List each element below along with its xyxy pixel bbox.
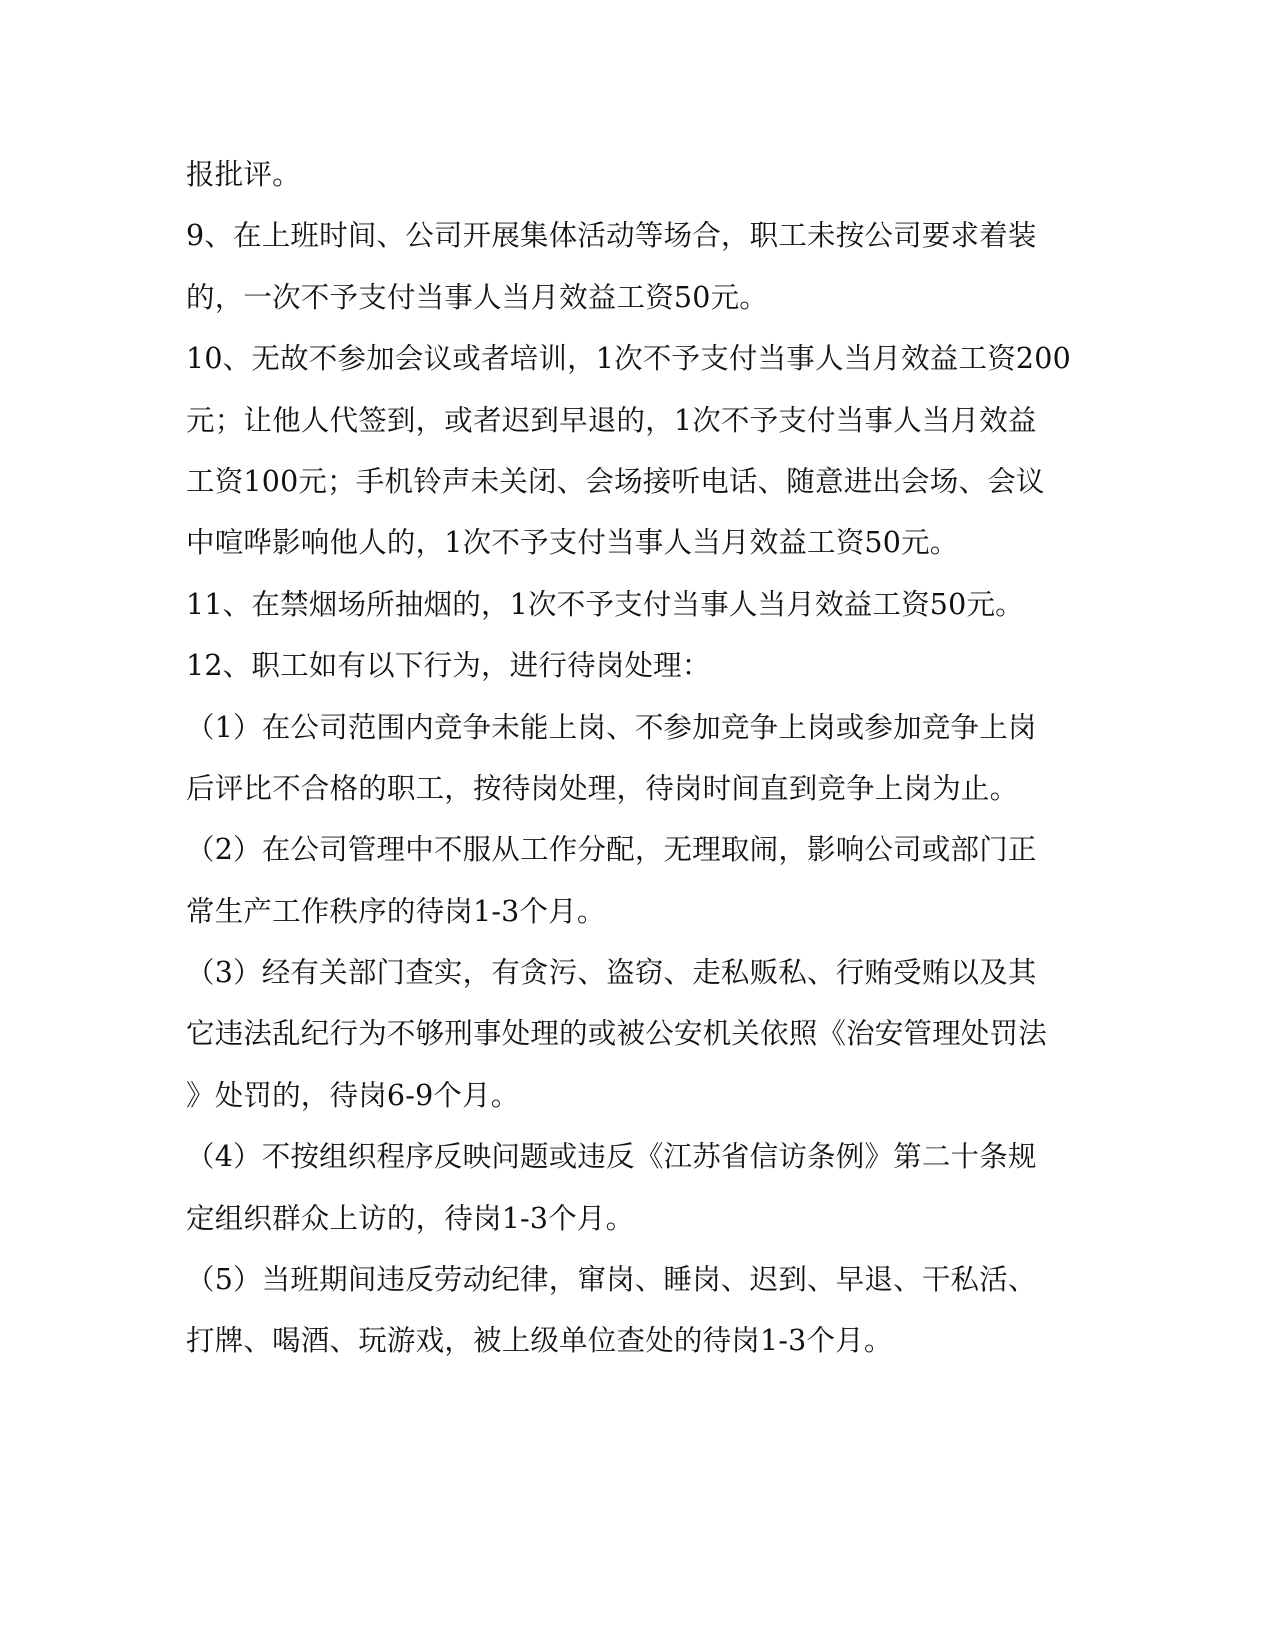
text-line: （4）不按组织程序反映问题或违反《江苏省信访条例》第二十条规 [186,1140,1037,1174]
text-line: 》处罚的，待岗6-9个月。 [186,1078,520,1112]
text-line: 报批评。 [186,158,301,191]
text-line: 12、职工如有以下行为，进行待岗处理： [186,649,711,683]
text-line: 元；让他人代签到，或者迟到早退的，1次不予支付当事人当月效益 [186,403,1037,437]
text-line: 打牌、喝酒、玩游戏，被上级单位查处的待岗1-3个月。 [186,1324,893,1358]
text-line: 工资100元；手机铃声未关闭、会场接听电话、随意进出会场、会议 [186,464,1045,498]
text-line: （2）在公司管理中不服从工作分配，无理取闹，影响公司或部门正 [186,833,1037,867]
text-line: 的，一次不予支付当事人当月效益工资50元。 [186,280,768,314]
text-line: 常生产工作秩序的待岗1-3个月。 [186,894,606,928]
text-line: 中喧哗影响他人的，1次不予支付当事人当月效益工资50元。 [186,526,959,560]
text-line: 定组织群众上访的，待岗1-3个月。 [186,1201,635,1235]
text-line: 10、无故不参加会议或者培训，1次不予支付当事人当月效益工资200 [186,342,1071,376]
text-line: （3）经有关部门查实，有贪污、盗窃、走私贩私、行贿受贿以及其 [186,956,1037,990]
text-line: 11、在禁烟场所抽烟的，1次不予支付当事人当月效益工资50元。 [186,587,1024,621]
text-line: 后评比不合格的职工，按待岗处理，待岗时间直到竞争上岗为止。 [186,771,1019,805]
text-line: 9、在上班时间、公司开展集体活动等场合，职工未按公司要求着装 [186,219,1037,253]
text-line: （1）在公司范围内竞争未能上岗、不参加竞争上岗或参加竞争上岗 [186,710,1037,744]
document-body [186,152,1071,1380]
text-line: （5）当班期间违反劳动纪律，窜岗、睡岗、迟到、早退、干私活、 [186,1263,1037,1297]
text-line: 它违法乱纪行为不够刑事处理的或被公安机关依照《治安管理处罚法 [186,1017,1048,1051]
